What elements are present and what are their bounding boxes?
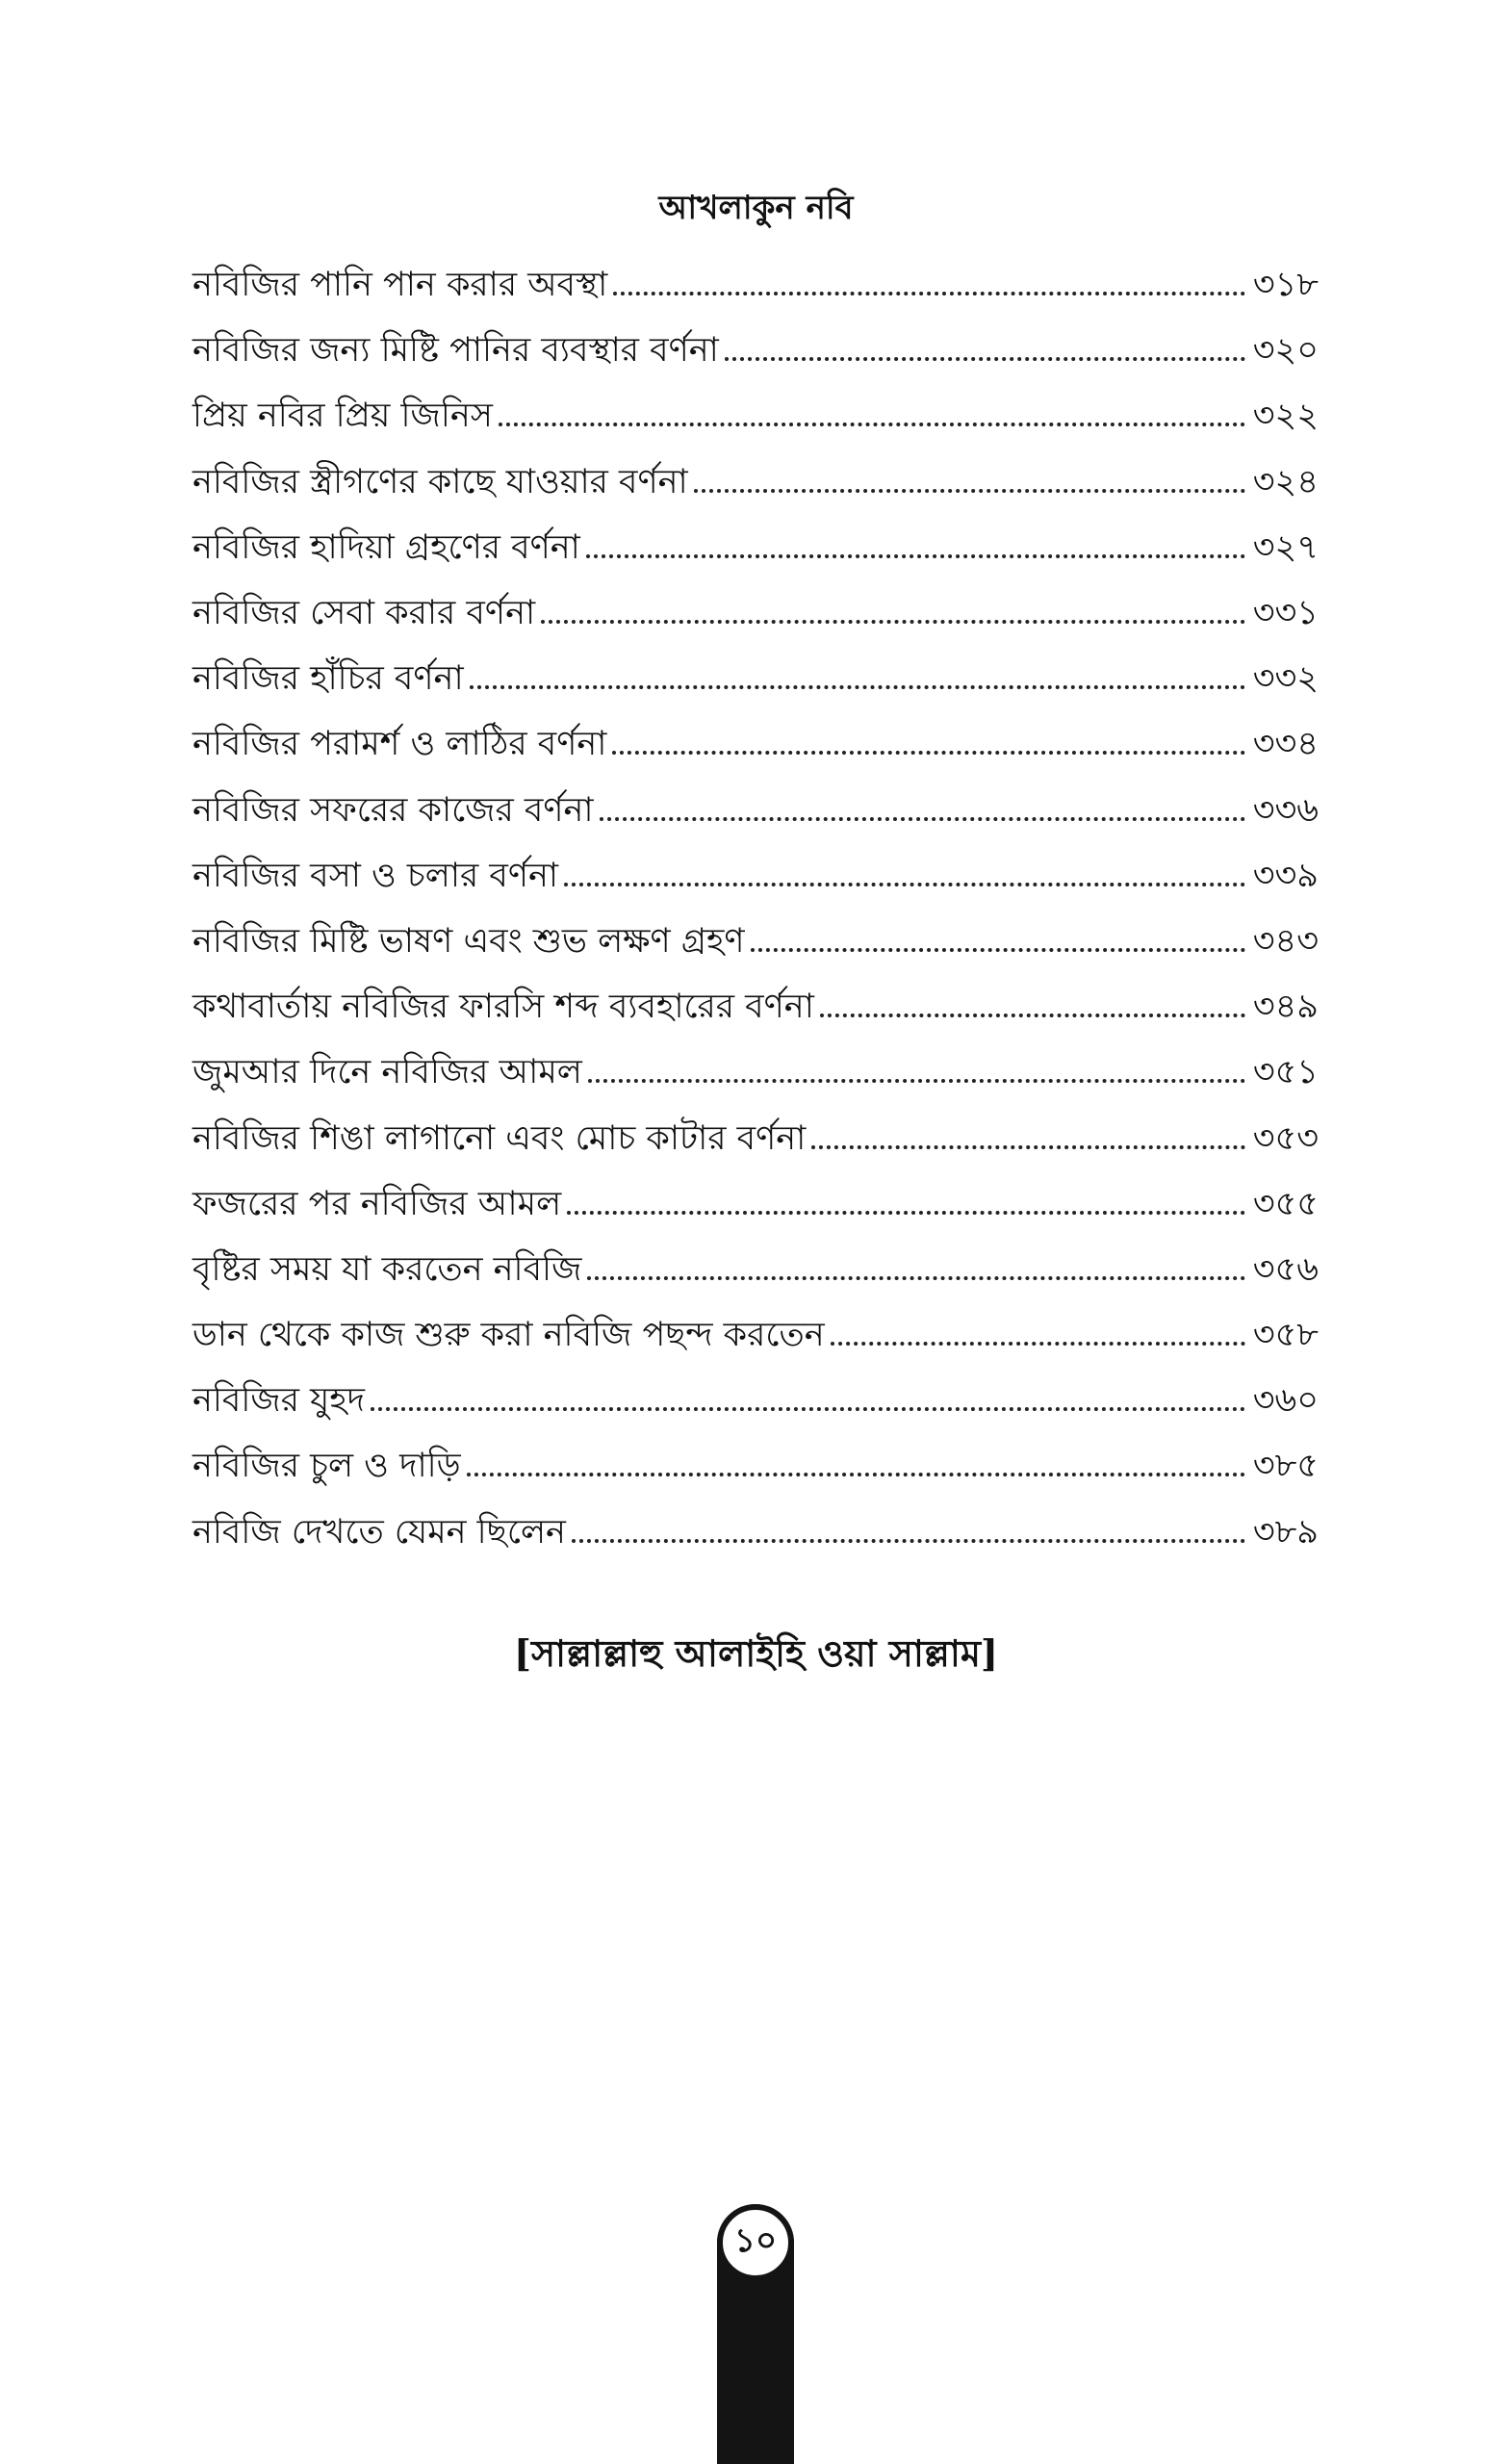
toc-entry-title: নবিজির সফরের কাজের বর্ণনা (192, 790, 594, 830)
toc-entry-title: নবিজির জন্য মিষ্টি পানির ব্যবস্থার বর্ণনা (192, 331, 719, 371)
toc-entry[interactable] (192, 1302, 1319, 1368)
toc-entry-title: নবিজির বসা ও চলার বর্ণনা (192, 856, 559, 895)
dot-leader (831, 1342, 1245, 1346)
dot-leader (587, 1276, 1245, 1280)
toc-entry-title: প্রিয় নবির প্রিয় জিনিস (192, 397, 493, 436)
toc-entry[interactable] (192, 383, 1319, 449)
toc-entry[interactable] (192, 1105, 1319, 1170)
toc-entry[interactable] (192, 974, 1319, 1040)
dot-leader (564, 883, 1245, 886)
dot-leader (751, 948, 1245, 952)
toc-entry-title: ডান থেকে কাজ শুরু করা নবিজি পছন্দ করতেন (192, 1316, 825, 1355)
dot-leader (467, 1473, 1245, 1476)
toc-entry-title: কথাবার্তায় নবিজির ফারসি শব্দ ব্যবহারের বর্ণনা (192, 988, 814, 1027)
toc-entry-title: নবিজির পানি পান করার অবস্থা (192, 266, 608, 305)
toc-entry[interactable] (192, 778, 1319, 843)
toc-entry-page: ৩৫৮ (1252, 1316, 1319, 1355)
running-head: আখলাকুন নবি (658, 189, 854, 227)
toc-entry-title: নবিজির শিঙা লাগানো এবং মোচ কাটার বর্ণনা (192, 1118, 807, 1158)
toc-entry[interactable] (192, 1368, 1319, 1433)
toc-entry-page: ৩৫৩ (1252, 1118, 1319, 1158)
toc-entry[interactable] (192, 909, 1319, 974)
toc-entry[interactable] (192, 252, 1319, 318)
table-of-contents (192, 252, 1319, 1565)
dot-leader (499, 423, 1245, 426)
toc-entry-title: নবিজির মিষ্টি ভাষণ এবং শুভ লক্ষণ গ্রহণ (192, 921, 745, 961)
toc-entry-title: নবিজির হাদিয়া গ্রহণের বর্ণনা (192, 527, 580, 567)
toc-entry[interactable] (192, 1171, 1319, 1237)
dot-leader (586, 554, 1245, 558)
page-number: ১০ (717, 2204, 794, 2281)
toc-entry-page: ৩৬০ (1252, 1381, 1319, 1421)
toc-entry-page: ৩৪৯ (1252, 988, 1319, 1027)
dot-leader (600, 817, 1245, 821)
dot-leader (588, 1079, 1245, 1083)
dot-leader (694, 489, 1245, 493)
toc-entry-page: ৩৪৩ (1252, 921, 1319, 961)
toc-entry-page: ৩৫৫ (1252, 1184, 1319, 1223)
toc-entry-page: ৩৫১ (1252, 1053, 1319, 1092)
toc-entry-page: ৩৩৯ (1252, 856, 1319, 895)
toc-entry-title: নবিজির স্ত্রীগণের কাছে যাওয়ার বর্ণনা (192, 462, 688, 501)
toc-entry-title: নবিজির পরামর্শ ও লাঠির বর্ণনা (192, 725, 607, 764)
toc-entry[interactable] (192, 449, 1319, 515)
toc-entry-page: ৩৮৫ (1252, 1447, 1319, 1486)
dot-leader (725, 357, 1245, 361)
toc-entry-title: নবিজির হাঁচির বর্ণনা (192, 659, 464, 699)
toc-entry-title: ফজরের পর নবিজির আমল (192, 1184, 562, 1223)
dot-leader (470, 685, 1245, 689)
toc-entry[interactable] (192, 1237, 1319, 1302)
dot-leader (371, 1407, 1245, 1411)
toc-entry-page: ৩৩৪ (1252, 725, 1319, 764)
toc-entry-page: ৩৩৬ (1252, 790, 1319, 830)
toc-entry[interactable] (192, 1433, 1319, 1499)
toc-entry-page: ৩৮৯ (1252, 1512, 1319, 1552)
toc-entry[interactable] (192, 1040, 1319, 1105)
toc-entry-title: নবিজির চুল ও দাড়ি (192, 1447, 461, 1486)
closing-salutation: [সাল্লাল্লাহু আলাইহি ওয়া সাল্লাম] (513, 1631, 999, 1675)
toc-entry[interactable] (192, 843, 1319, 909)
toc-entry-page: ৩৩২ (1252, 659, 1319, 699)
toc-entry-page: ৩২০ (1252, 331, 1319, 371)
toc-entry-title: বৃষ্টির সময় যা করতেন নবিজি (192, 1249, 582, 1289)
page-number-tab (717, 2204, 794, 2464)
toc-entry-page: ৩২৭ (1252, 527, 1319, 567)
toc-entry-page: ৩৫৬ (1252, 1249, 1319, 1289)
dot-leader (811, 1145, 1245, 1149)
toc-entry-page: ৩২২ (1252, 397, 1319, 436)
toc-entry[interactable] (192, 318, 1319, 383)
dot-leader (541, 620, 1245, 624)
dot-leader (612, 751, 1245, 755)
dot-leader (820, 1014, 1245, 1017)
toc-entry[interactable] (192, 515, 1319, 580)
toc-entry-page: ৩১৮ (1252, 266, 1319, 305)
toc-entry-title: জুমআর দিনে নবিজির আমল (192, 1053, 582, 1092)
toc-entry[interactable] (192, 1500, 1319, 1565)
toc-entry-title: নবিজির যুহদ (192, 1381, 366, 1421)
toc-entry-page: ৩২৪ (1252, 462, 1319, 501)
dot-leader (567, 1211, 1245, 1215)
dot-leader (613, 292, 1245, 295)
toc-entry[interactable] (192, 646, 1319, 711)
dot-leader (572, 1539, 1245, 1543)
toc-entry[interactable] (192, 711, 1319, 777)
toc-entry[interactable] (192, 580, 1319, 646)
toc-entry-title: নবিজির সেবা করার বর্ণনা (192, 594, 536, 633)
toc-entry-page: ৩৩১ (1252, 594, 1319, 633)
toc-entry-title: নবিজি দেখতে যেমন ছিলেন (192, 1512, 566, 1552)
